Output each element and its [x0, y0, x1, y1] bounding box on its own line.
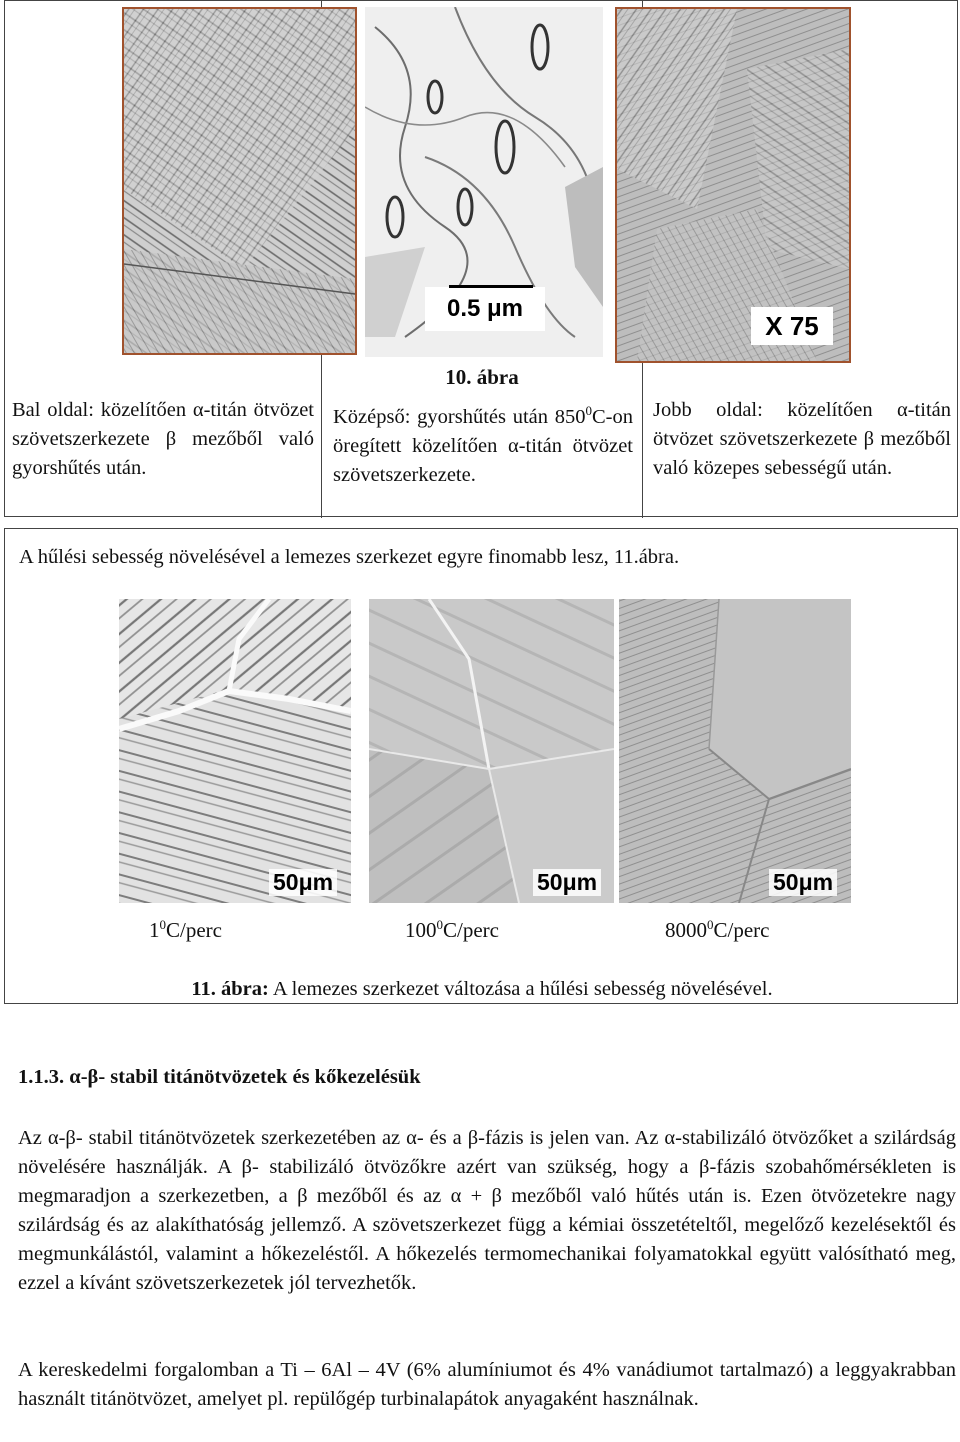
figure-10-number: 10. ábra	[445, 365, 519, 389]
caption-middle-prefix: Középső: gyorshűtés után 850	[333, 405, 586, 428]
rate-3-sup: 0	[707, 917, 714, 932]
section-heading: 1.1.3. α-β- stabil titánötvözetek és kőkezelésük	[18, 1066, 421, 1088]
micrograph-1-c-per-min	[119, 599, 351, 903]
scalebar-label-3: 50μm	[769, 869, 837, 896]
caption-right-text: Jobb oldal: közelítően α-titán ötvözet szövetszerkezete β mezőből való közepes sebességű után.	[653, 399, 951, 479]
caption-right	[653, 396, 951, 483]
figure-11-box	[4, 528, 958, 1004]
scale-bar	[449, 285, 533, 288]
rate-3-value: 8000	[665, 918, 707, 942]
caption-middle-superscript: 0	[585, 403, 592, 418]
micrograph-left-texture	[124, 9, 355, 353]
micrograph-1-texture	[119, 599, 351, 903]
rate-2-unit: C/perc	[443, 918, 499, 942]
figure-11-intro: A hűlési sebesség növelésével a lemezes szerkezet egyre finomabb lesz, 11.ábra.	[19, 546, 680, 568]
figure-11-caption	[5, 975, 959, 1004]
micrograph-100-c-per-min	[369, 599, 614, 903]
micrograph-3-texture	[619, 599, 851, 903]
micrograph-2-texture	[369, 599, 614, 903]
figure-11-caption-text: A lemezes szerkezet változása a hűlési sebesség növelésével.	[268, 978, 773, 1000]
rate-1-sup: 0	[159, 917, 166, 932]
rate-label-1	[149, 917, 222, 943]
rate-3-unit: C/perc	[713, 918, 770, 942]
figure-10-table	[4, 0, 958, 517]
figure-11-caption-label: 11. ábra:	[191, 978, 269, 1000]
rate-label-2	[405, 917, 499, 943]
rate-2-sup: 0	[436, 917, 443, 932]
rate-label-3	[665, 917, 769, 943]
section-paragraph-1: Az α-β- stabil titánötvözetek szerkezetében az α- és a β-fázis is jelen van. Az α-stabilizáló ötvözőket a szilárdság növelésére használják. A β- stabilizáló ötvözőkre azért van szükség, hogy a β-fázis szobahőmérsékleten is megmaradjon a szerkezetben, a β mezőből és az α + β mezőből való hűtés után is. Ezen ötvözetekre nagy szilárdság és az alakíthatóság jellemző. A szövetszerkezet függ a kémiai összetételtől, megelőző kezelésektől és megmunkálástól, valamint a hőkezeléstől. A hőkezelés termomechanikai folyamatokkal együtt valósítható meg, ezzel a kívánt szövetszerkezetek jól tervezhetők.	[18, 1127, 956, 1294]
caption-middle-suffix: C-on öregített közelítően α-titán ötvözet szövetszerkezete.	[333, 405, 633, 486]
rate-1-value: 1	[149, 918, 160, 942]
scalebar-label-1: 50μm	[269, 869, 337, 896]
caption-middle-text	[333, 396, 633, 490]
micrograph-right	[615, 7, 851, 363]
scale-label-middle: 0.5 μm	[425, 287, 545, 331]
section-paragraph-2: A kereskedelmi forgalomban a Ti – 6Al – 4V (6% alumíniumot és 4% vanádiumot tartalmazó) a leggyakrabban használt titánötvözet, amelyet pl. repülőgép turbinalapátok anyagaként használnak.	[18, 1359, 956, 1410]
caption-left	[12, 396, 314, 483]
micrograph-middle	[365, 7, 603, 357]
rate-2-value: 100	[405, 918, 437, 942]
scale-label-right: X 75	[751, 307, 833, 345]
micrograph-8000-c-per-min	[619, 599, 851, 903]
caption-middle	[333, 396, 633, 490]
micrograph-left	[122, 7, 357, 355]
rate-1-unit: C/perc	[166, 918, 222, 942]
scalebar-label-2: 50μm	[533, 869, 601, 896]
caption-left-text: Bal oldal: közelítően α-titán ötvözet szövetszerkezete β mezőből való gyorshűtés után.	[12, 399, 314, 479]
